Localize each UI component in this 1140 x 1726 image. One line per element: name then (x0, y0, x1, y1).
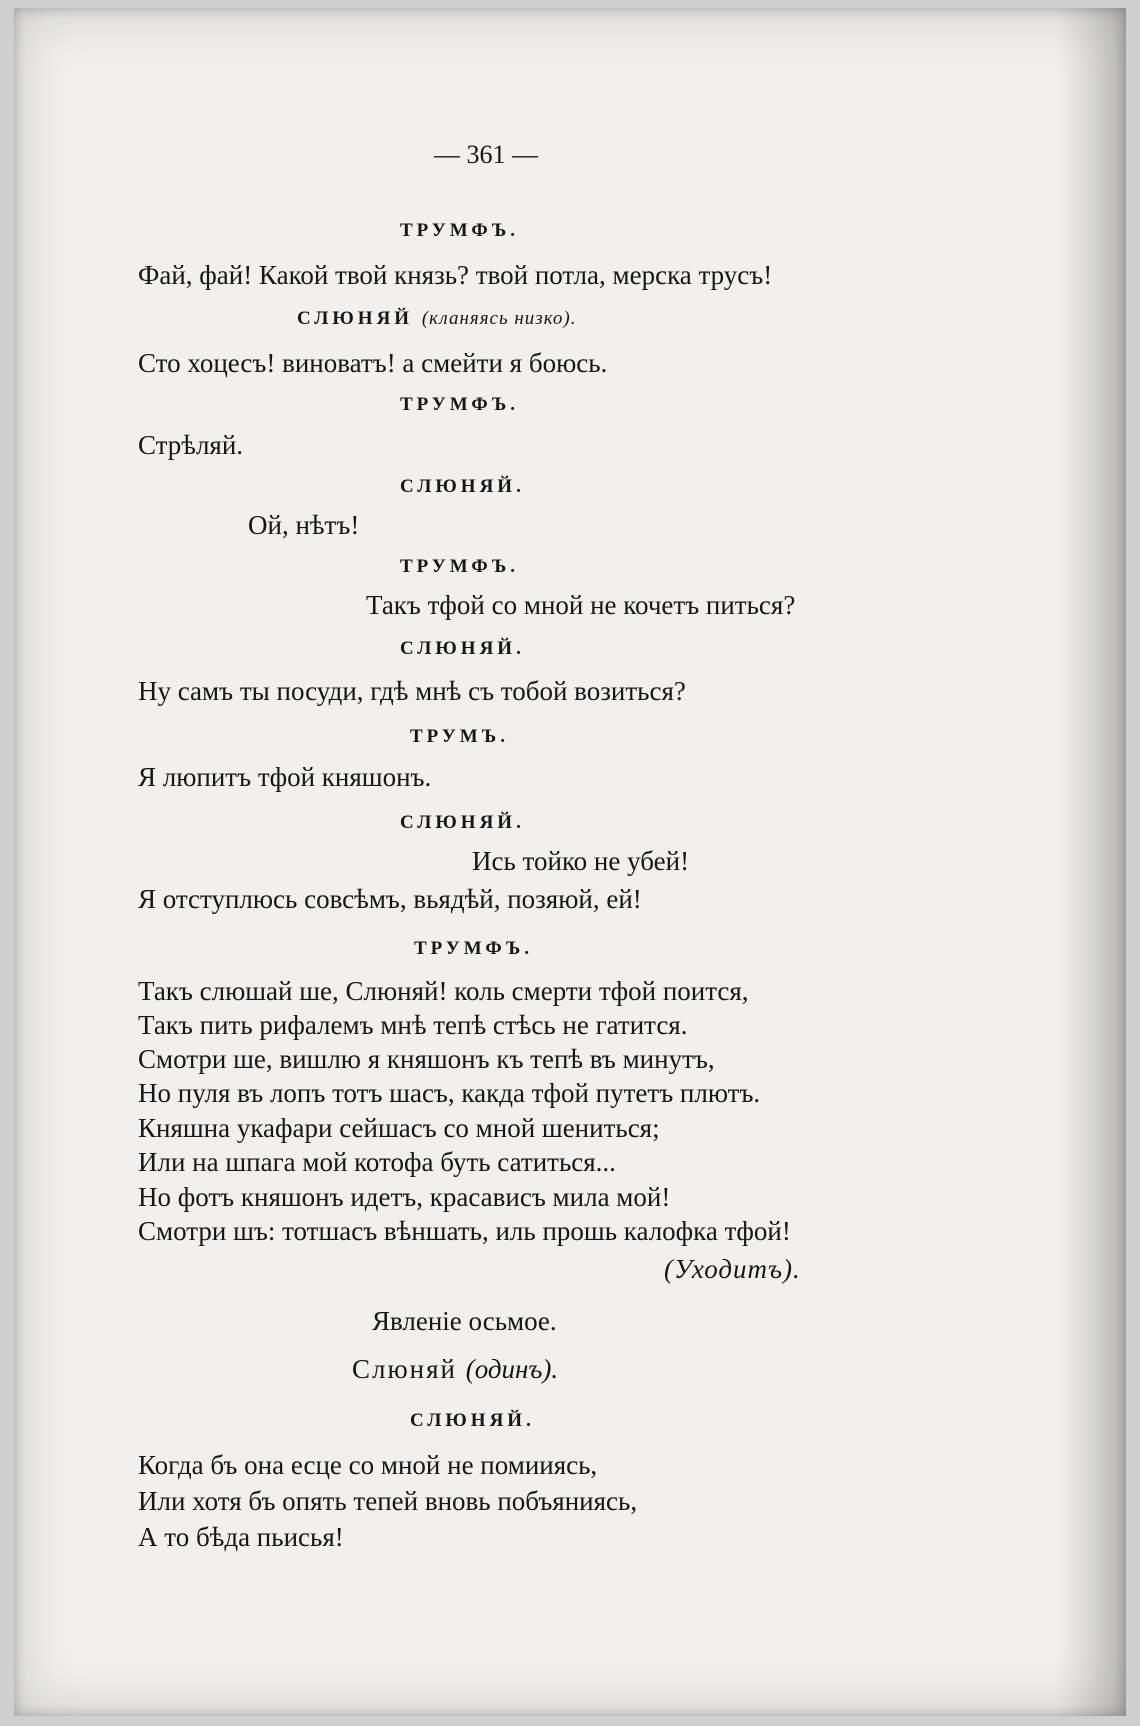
book-page (14, 8, 1126, 1716)
verse-line: Но фотъ княшонъ идетъ, красависъ мила мой! (138, 1182, 671, 1212)
speaker-name: ТРУМЪ. (410, 726, 509, 747)
stage-direction: (одинъ). (465, 1354, 559, 1384)
verse-line: Смотри ше, вишлю я княшонъ къ тепѣ въ минутъ, (138, 1044, 715, 1074)
speaker-label: СЛЮНЯЙ (297, 308, 414, 329)
page-shadow (1056, 8, 1126, 1716)
speaker-name: ТРУМФЪ. (400, 220, 520, 241)
verse-line: Ну самъ ты посуди, гдѣ мнѣ съ тобой возиться? (138, 676, 686, 706)
speaker-name: СЛЮНЯЙ. (400, 476, 525, 497)
speaker-name: СЛЮНЯЙ. (410, 1410, 535, 1431)
stage-direction: (кланяясь низко). (421, 308, 577, 329)
verse-line: Ой, нѣтъ! (248, 510, 360, 540)
verse-line: Или хотя бъ опять тепей вновь побъяниясь, (138, 1486, 638, 1516)
verse-line: Я отступлюсь совсѣмъ, вьядѣй, позяюй, ей! (138, 884, 642, 914)
verse-line: Смотри шъ: тотшасъ вѣншать, иль прошь калофка тфой! (138, 1216, 791, 1246)
speaker-name: ТРУМФЪ. (414, 938, 534, 959)
stage-direction: (Уходитъ). (664, 1254, 801, 1284)
verse-line: Когда бъ она есце со мной не помиияcь, (138, 1450, 598, 1480)
verse-line: Такъ пить рифалемъ мнѣ тепѣ стѣсь не гатится. (138, 1010, 688, 1040)
verse-line: Княшна укафари сейшасъ со мной шениться; (138, 1113, 660, 1143)
scene-cast (352, 1352, 558, 1386)
scene-character: Слюняй (352, 1354, 457, 1384)
speaker-name: СЛЮНЯЙ. (400, 812, 525, 833)
speaker-name: СЛЮНЯЙ. (400, 638, 525, 659)
speaker-name (297, 306, 576, 332)
speaker-name: ТРУМФЪ. (400, 394, 520, 415)
page-number: — 361 — (434, 140, 538, 169)
verse-line: Такъ тфой со мной не кочетъ питься? (366, 590, 796, 620)
speaker-name: ТРУМФЪ. (400, 556, 520, 577)
verse-line: Сто хоцесъ! виноватъ! а смейти я боюсь. (138, 348, 608, 378)
verse-line: А то бѣда пьисья! (138, 1522, 344, 1552)
verse-line: Стрѣляй. (138, 430, 244, 460)
verse-line: Или на шпага мой котофа буть сатиться... (138, 1147, 616, 1177)
verse-line: Такъ слюшай ше, Слюняй! коль смерти тфой поится, (138, 976, 749, 1006)
verse-line: Фай, фай! Какой твой князь? твой потла, мерска трусъ! (138, 260, 773, 290)
verse-line: Ись тойко не убей! (472, 846, 690, 876)
verse-line: Я люпитъ тфой княшонъ. (138, 762, 432, 792)
scene-heading: Явленіе осьмое. (372, 1306, 557, 1336)
verse-line: Но пуля въ лопъ тотъ шасъ, какда тфой путетъ плютъ. (138, 1078, 761, 1108)
